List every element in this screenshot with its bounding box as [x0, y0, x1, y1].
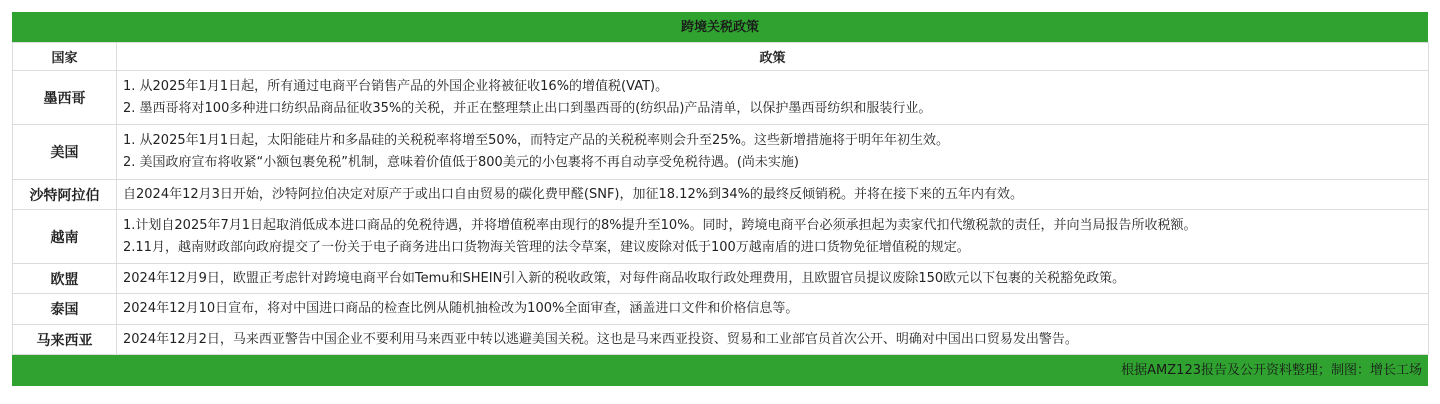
table-header-row [13, 43, 1429, 71]
policy-cell [117, 325, 1429, 355]
policy-cell [117, 264, 1429, 294]
table-row-usa [13, 125, 1429, 180]
table-row-malaysia [13, 325, 1429, 355]
source-footer: 根据AMZ123报告及公开资料整理；制图：增长工场 [12, 355, 1428, 386]
policy-line: 1. 从2025年1月1日起，所有通过电商平台销售产品的外国企业将被征收16%的增值税(VAT)。 [123, 78, 669, 94]
policy-table [12, 42, 1429, 355]
policy-cell [117, 71, 1429, 125]
policy-cell [117, 210, 1429, 264]
policy-line: 2.11月，越南财政部向政府提交了一份关于电子商务进出口货物海关管理的法令草案，建议废除对低于100万越南盾的进口货物免征增值税的规定。 [123, 239, 970, 255]
column-header-policy: 政策 [117, 43, 1429, 71]
country-cell: 墨西哥 [13, 71, 117, 125]
policy-line: 2. 墨西哥将对100多种进口纺织品商品征收35%的关税，并正在整理禁止出口到墨西哥的(纺织品)产品清单，以保护墨西哥纺织和服装行业。 [123, 100, 932, 116]
country-cell: 沙特阿拉伯 [13, 180, 117, 210]
table-row-thailand [13, 294, 1429, 325]
policy-line: 自2024年12月3日开始，沙特阿拉伯决定对原产于或出口自由贸易的碳化费甲醛(SNF)，加征18.12%到34%的最终反倾销税。并将在接下来的五年内有效。 [123, 186, 1023, 202]
policy-line: 2024年12月2日，马来西亚警告中国企业不要利用马来西亚中转以逃避美国关税。这也是马来西亚投资、贸易和工业部官员首次公开、明确对中国出口贸易发出警告。 [123, 331, 1078, 347]
country-cell: 泰国 [13, 294, 117, 325]
table-row-mexico [13, 71, 1429, 125]
policy-line: 2024年12月10日宣布，将对中国进口商品的检查比例从随机抽检改为100%全面审查，涵盖进口文件和价格信息等。 [123, 301, 799, 316]
policy-cell [117, 125, 1429, 180]
policy-line: 2024年12月9日，欧盟正考虑针对跨境电商平台如Temu和SHEIN引入新的税收政策，对每件商品收取行政处理费用，且欧盟官员提议废除150欧元以下包裹的关税豁免政策。 [123, 270, 1126, 286]
policy-cell [117, 294, 1429, 325]
country-cell: 欧盟 [13, 264, 117, 294]
country-cell: 马来西亚 [13, 325, 117, 355]
policy-table-container [12, 12, 1428, 386]
country-cell: 越南 [13, 210, 117, 264]
policy-cell [117, 180, 1429, 210]
policy-line: 1.计划自2025年7月1日起取消低成本进口商品的免税待遇，并将增值税率由现行的8%提升至10%。同时，跨境电商平台必须承担起为卖家代扣代缴税款的责任，并向当局报告所收税额。 [123, 217, 1197, 233]
table-row-saudi-arabia [13, 180, 1429, 210]
policy-line: 2. 美国政府宣布将收紧“小额包裹免税”机制，意味着价值低于800美元的小包裹将不再自动享受免税待遇。(尚未实施) [123, 155, 799, 170]
table-title: 跨境关税政策 [12, 12, 1428, 42]
column-header-country: 国家 [13, 43, 117, 71]
table-row-vietnam [13, 210, 1429, 264]
country-cell: 美国 [13, 125, 117, 180]
table-row-eu [13, 264, 1429, 294]
policy-line: 1. 从2025年1月1日起，太阳能硅片和多晶硅的关税税率将增至50%，而特定产品的关税税率则会升至25%。这些新增措施将于明年年初生效。 [123, 133, 949, 148]
